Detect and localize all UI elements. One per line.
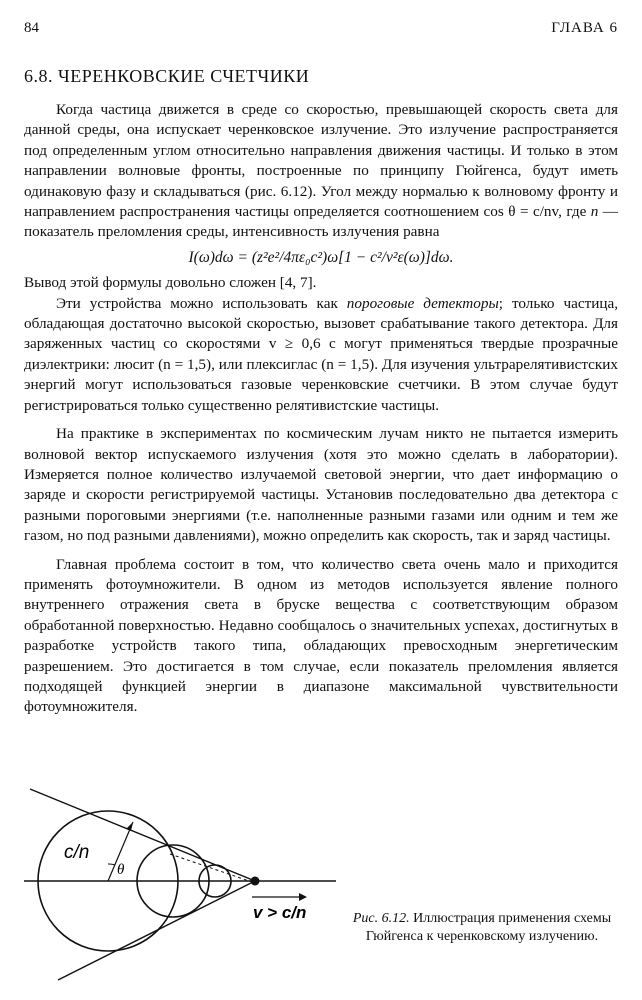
paragraph-threshold-text-end: ; только частица, обладающая достаточно высокой скоростью, вызовет срабатывание такого детектора. Для заряженных частиц со скоростями v ≥ 0,6 c могут применяться твердые прозрачные диэлектрики: люсит (n = 1,5), или плексиглас (n = 1,5). Для изучения ультрарелятивистских энергий могут использоваться газовые черенковские счетчики. В этом случае будут регистрироваться только существенно релятивистские частицы. <box>24 294 618 414</box>
paragraph-derivation: Вывод этой формулы довольно сложен [4, 7]. <box>24 274 317 292</box>
page-header <box>24 20 618 42</box>
dashed-guide <box>170 854 252 882</box>
section-heading: 6.8. ЧЕРЕНКОВСКИЕ СЧЕТЧИКИ <box>24 66 310 86</box>
radius-arrowhead <box>126 822 133 831</box>
threshold-detectors-term: пороговые детекторы <box>346 294 499 312</box>
label-theta: θ <box>117 862 125 878</box>
body-text <box>24 100 618 718</box>
caption-text: Иллюстрация применения схемы Гюйгенса к черенковскому излучению. <box>365 911 612 944</box>
paragraph-photomultiplier: Главная проблема состоит в том, что количество света очень мало и приходится применять фотоумножители. В одном из методов используется явление полного внутреннего отражения света в бруске вещества с соответствующим образом обработанной поверхностью. Недавно сообщалось о значительных успехах, достигнутых в разработке устройств такого типа, обладающих превосходным энергетическим разрешением. Это достигается в том случае, если показатель преломления является подходящей функцией энергии в диапазоне максимальной чувствительности фотоумножителя. <box>24 555 618 716</box>
chapter-label: ГЛАВА 6 <box>551 20 618 36</box>
refractive-index-symbol: n <box>590 203 599 221</box>
figure-caption <box>344 910 620 946</box>
paragraph-intro-text-end: — показатель преломления среды, интенсивность излучения равна <box>24 203 618 241</box>
paragraph-intro <box>24 100 618 243</box>
paragraph-intro-text: Когда частица движется в среде со скоростью, превышающей скорость света для данной среды, она испускает черенковское излучение. Это излучение распространяется под определенным углом относительно направления движения частицы. И только в этом направлении волновые фронты, построенные по принципу Гюйгенса, будут иметь одинаковую фазу и складываться (рис. 6.12). Угол между нормалью к волновому фронту и направлением распространения частицы определяется соотношением cos θ = c/nv, где <box>24 101 618 221</box>
intensity-formula: I(ω)dω = (z²e²/4πε₀c²)ω[1 − c²/v²ε(ω)]dω. <box>188 248 454 266</box>
paragraph-threshold-text: Эти устройства можно использовать как <box>56 294 347 312</box>
page-number: 84 <box>24 20 39 36</box>
particle-dot <box>251 877 260 886</box>
cone-upper-line <box>30 789 255 881</box>
label-c-over-n: c/n <box>64 842 90 863</box>
paragraph-practice: На практике в экспериментах по космическим лучам никто не пытается измерить волновой вектор испускаемого излучения (хотя это можно сделать в лаборатории). Измеряется полное количество излучаемой световой энергии, что дает информацию о заряде и скорости регистрируемой частицы. Установив последовательно два детектора с разными пороговыми энергиями (т.е. наполненные разными газами или одним и тем же газом, но под разными давлениями), можно определить как скорость, так и заряд частицы. <box>24 425 618 545</box>
velocity-arrowhead <box>299 893 307 901</box>
paragraph-threshold <box>24 294 618 416</box>
theta-arc <box>108 864 115 865</box>
caption-label: Рис. 6.12. <box>352 911 410 926</box>
label-velocity: v > c/n <box>253 903 307 922</box>
huygens-cherenkov-figure <box>20 784 340 984</box>
